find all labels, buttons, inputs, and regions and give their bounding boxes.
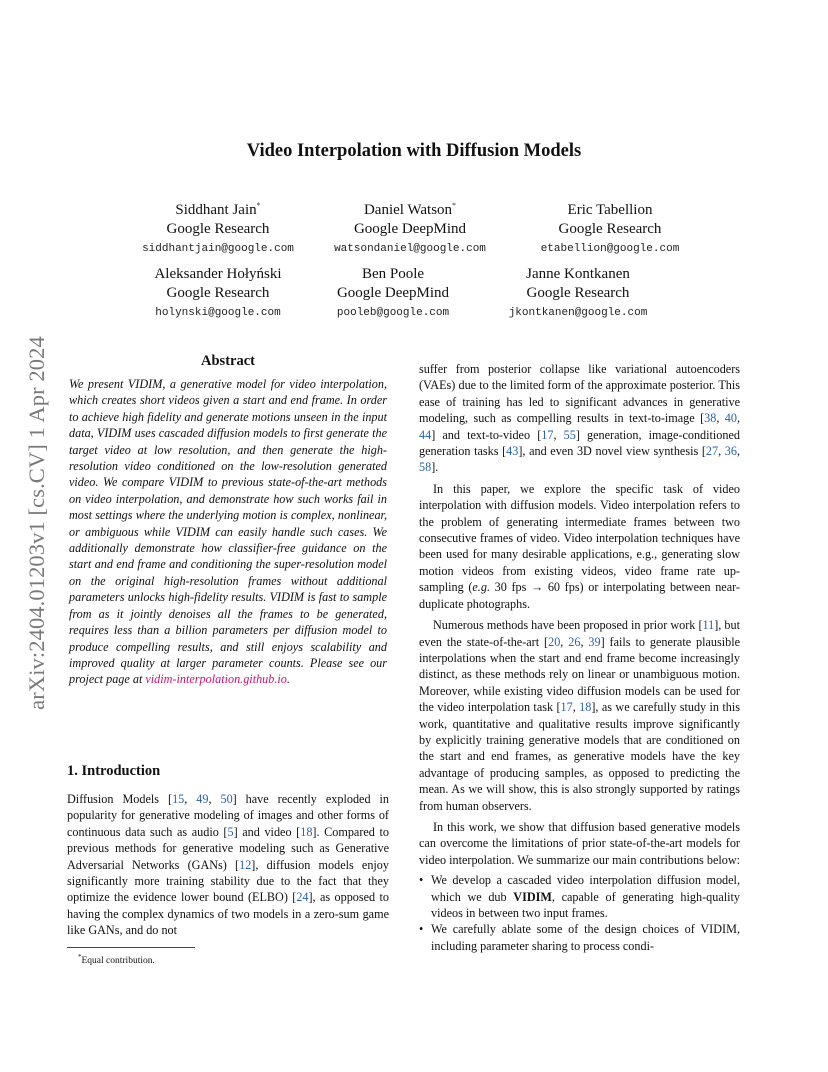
list-item: • We develop a cascaded video interpolation diffusion model, which we dub VIDIM, capable of generating high-quality videos in between two input frames. — [419, 873, 740, 920]
citation-link[interactable]: 18 — [579, 700, 592, 715]
author-affiliation: Google Research — [558, 221, 662, 237]
citation-link[interactable]: 17 — [560, 700, 573, 715]
author-block — [500, 196, 720, 259]
bullet-icon: • — [419, 873, 424, 888]
author-name: Daniel Watson* — [363, 201, 457, 218]
author-name: Ben Poole — [361, 266, 425, 282]
intro-paragraph: Diffusion Models [15, 49, 50] have recently exploded in popularity for generative modeling of images and other forms of continuous data such as audio [5] and video [18]. Compared to previous methods for generative modeling such as Generative Adversarial Networks (GANs) [12], diffusion models enjoy significantly more training stability due to the fact that they optimize the evidence lower bound (ELBO) [24], as opposed to having the complex dynamics of two models in a zero-sum game like GANs, and do not — [67, 792, 389, 938]
citation-link[interactable]: 15 — [172, 792, 185, 806]
author-affiliation: Google DeepMind — [353, 221, 467, 237]
citation-link[interactable]: 58 — [419, 460, 432, 475]
author-affiliation: Google Research — [166, 221, 270, 237]
author-name: Aleksander Hołyński — [154, 266, 282, 282]
citation-link[interactable]: 43 — [506, 444, 519, 459]
citation-link[interactable]: 24 — [296, 890, 309, 905]
author-affiliation: Google DeepMind — [336, 285, 450, 301]
citation-link[interactable]: 18 — [300, 824, 313, 839]
author-name: Siddhant Jain* — [175, 201, 261, 218]
project-page-link[interactable]: vidim-interpolation.github.io — [145, 672, 287, 687]
list-item: • We carefully ablate some of the design choices of VIDIM, including parameter sharing to process condi- — [419, 922, 740, 953]
citation-link[interactable]: 12 — [239, 857, 252, 872]
contributions-list — [419, 872, 740, 954]
body-paragraph: suffer from posterior collapse like variational autoencoders (VAEs) due to the limited form of the approximate posterior. This ease of training has led to significant advances in generative modeling, such as compelling results in text-to-image [38, 40, 44] and text-to-video [17, 55] generation, image-conditioned generation tasks [43], and even 3D novel view synthesis [27, 36, 58]. — [419, 362, 740, 475]
intro-body — [67, 791, 389, 939]
citation-link[interactable]: 55 — [563, 427, 576, 442]
arxiv-identifier — [22, 292, 52, 754]
citation-link[interactable]: 38 — [704, 411, 717, 426]
author-name: Janne Kontkanen — [526, 266, 630, 282]
author-email: etabellion@google.com — [540, 243, 680, 255]
citation-link[interactable]: 36 — [724, 444, 737, 459]
abstract-paragraph: We present VIDIM, a generative model for video interpolation, which creates short videos given a start and end frame. In order to achieve high fidelity and generate motions unseen in the input data, VIDIM uses cascaded diffusion models to first generate the target video at low resolution, and then generate the high-resolution video conditioned on the low-resolution generated video. We compare VIDIM to previous state-of-the-art methods on video interpolation, and demonstrate how such works fail in most settings where the underlying motion is complex, nonlinear, or ambiguous while VIDIM can easily handle such cases. We additionally demonstrate how classifier-free guidance on the start and end frame and conditioning the super-resolution model on the original high-resolution frames without additional parameters unlocks high-fidelity results. VIDIM is fast to sample from as it jointly denoises all the frames to be generated, requires less than a billion parameters per diffusion model to produce compelling results, and still enjoys scalability and improved quality at larger parameter counts. Please see our project page at vidim-interpolation.github.io. — [69, 377, 387, 687]
footnote-divider — [67, 947, 195, 948]
author-email: watsondaniel@google.com — [334, 243, 486, 255]
citation-link[interactable]: 11 — [702, 618, 715, 633]
body-paragraph: In this paper, we explore the specific task of video interpolation with diffusion models. Video interpolation refers to the problem of generating intermediate frames between two consecutive frames of video. Video interpolation techniques have been used for many desirable applications, e.g., generating slow motion videos from existing videos, video frame rate up-sampling (e.g. 30 fps → 60 fps) or interpolating between near-duplicate photographs. — [419, 481, 740, 611]
author-block — [108, 196, 328, 259]
paper-title: Video Interpolation with Diffusion Models — [246, 141, 582, 161]
author-block — [300, 196, 520, 259]
bullet-icon: • — [419, 922, 424, 937]
footnote: *Equal contribution. — [78, 953, 155, 967]
author-affiliation: Google Research — [166, 285, 270, 301]
author-email: siddhantjain@google.com — [142, 243, 294, 255]
citation-link[interactable]: 20 — [548, 634, 561, 649]
body-paragraph: Numerous methods have been proposed in prior work [11], but even the state-of-the-art [20, 26, 39] fails to generate plausible interpolations when the start and end frame become increasingly distinct, as these methods rely on linear or unambiguous motion. Moreover, while existing video diffusion models can be used for the video interpolation task [17, 18], as we carefully study in this work, quantitative and qualitative results improve significantly by explicitly training generative models that are conditioned on the start and end frames, as generative models have the key advantage of producing samples, as opposed to predicting the mean. As we will show, this is also strongly supported by ratings from human observers. — [419, 618, 741, 813]
author-email: pooleb@google.com — [336, 307, 450, 319]
citation-link[interactable]: 40 — [724, 411, 737, 426]
citation-link[interactable]: 27 — [705, 444, 719, 459]
author-name: Eric Tabellion — [567, 202, 653, 218]
citation-link[interactable]: 5 — [227, 824, 234, 839]
author-email: jkontkanen@google.com — [508, 307, 648, 319]
arxiv-identifier-text: arXiv:2404.01203v1 [cs.CV] 1 Apr 2024 — [24, 336, 49, 710]
author-email: holynski@google.com — [155, 307, 281, 319]
citation-link[interactable]: 50 — [220, 792, 233, 806]
author-block — [468, 260, 688, 323]
abstract-body — [69, 376, 387, 688]
abstract-heading: Abstract — [201, 353, 255, 369]
body-paragraph: In this work, we show that diffusion based generative models can overcome the limitations of prior state-of-the-art models for video interpolation. We summarize our main contributions below: — [419, 819, 741, 867]
citation-link[interactable]: 17 — [541, 427, 554, 442]
author-affiliation: Google Research — [526, 285, 630, 301]
right-column-body — [419, 361, 740, 954]
citation-link[interactable]: 44 — [419, 427, 432, 442]
citation-link[interactable]: 49 — [196, 792, 209, 806]
citation-link[interactable]: 39 — [588, 634, 601, 649]
citation-link[interactable]: 26 — [568, 634, 581, 649]
section-heading-introduction: 1. Introduction — [67, 763, 161, 779]
